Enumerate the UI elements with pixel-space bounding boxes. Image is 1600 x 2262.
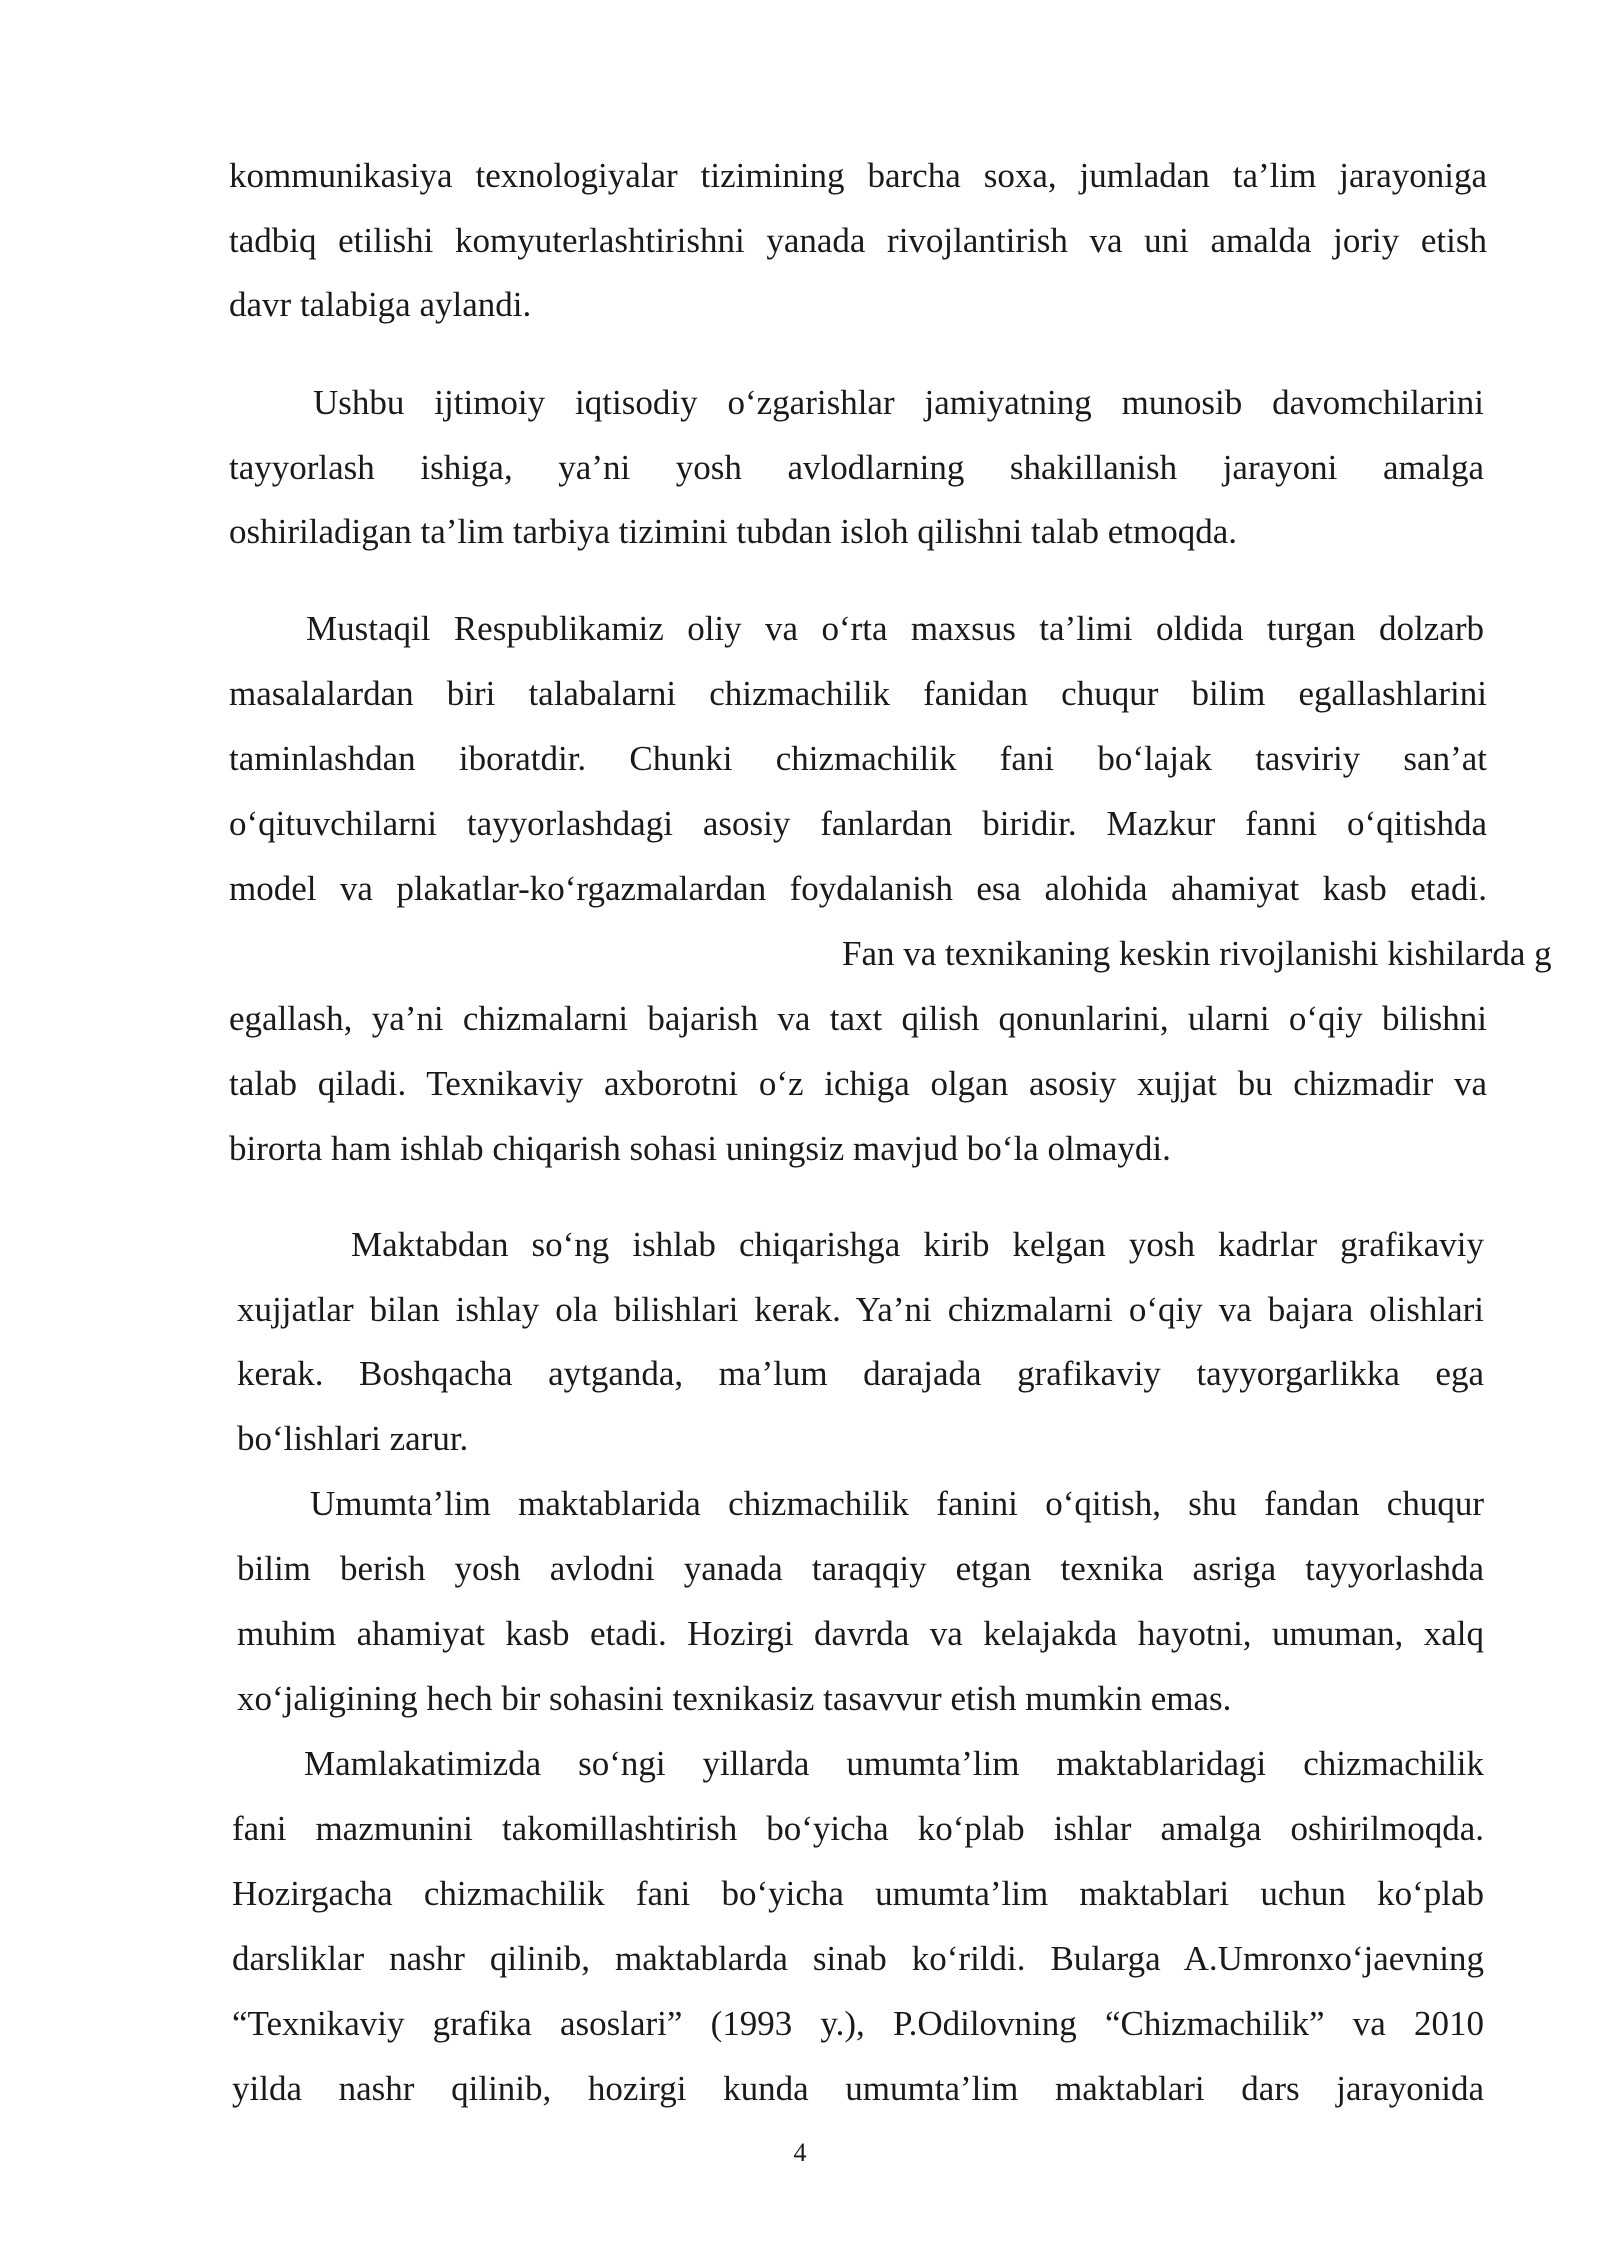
paragraph-6-line-2: fani mazmunini takomillashtirish bo‘yicha ko‘plab ishlar amalga oshirilmoqda. (232, 1809, 1484, 1848)
paragraph-6-line-6: yilda nashr qilinib, hozirgi kunda umumta’lim maktablari dars jarayonida (232, 2069, 1484, 2108)
paragraph-6-line-5: “Texnikaviy grafika asoslari” (1993 y.), P.Odilovning “Chizmachilik” va 2010 (232, 2004, 1484, 2043)
paragraph-4-line-4: bo‘lishlari zarur. (237, 1419, 469, 1458)
paragraph-4-line-3: kerak. Boshqacha aytganda, ma’lum darajada grafikaviy tayyorgarlikka ega (237, 1354, 1484, 1393)
paragraph-1-line-2: tadbiq etilishi komyuterlashtirishni yanada rivojlantirish va uni amalda joriy etish (229, 221, 1487, 260)
paragraph-3-line-2: masalalardan biri talabalarni chizmachilik fanidan chuqur bilim egallashlarini (229, 674, 1487, 713)
paragraph-4-line-2: xujjatlar bilan ishlay ola bilishlari kerak. Ya’ni chizmalarni o‘qiy va bajara olishlari (237, 1290, 1484, 1329)
page-number: 4 (793, 2138, 807, 2167)
paragraph-3-line-6: Fan va texnikaning keskin rivojlanishi kishilarda g (842, 934, 1552, 973)
paragraph-1-line-3: davr talabiga aylandi. (229, 285, 532, 324)
paragraph-3-line-5: model va plakatlar-ko‘rgazmalardan foydalanish esa alohida ahamiyat kasb etadi. (229, 869, 1487, 908)
paragraph-5-line-2: bilim berish yosh avlodni yanada taraqqiy etgan texnika asriga tayyorlashda (237, 1549, 1484, 1588)
paragraph-3-line-4: o‘qituvchilarni tayyorlashdagi asosiy fanlardan biridir. Mazkur fanni o‘qitishda (229, 804, 1487, 843)
paragraph-5-line-3: muhim ahamiyat kasb etadi. Hozirgi davrda va kelajakda hayotni, umuman, xalq (237, 1614, 1484, 1653)
paragraph-6-line-1: Mamlakatimizda so‘ngi yillarda umumta’lim maktablaridagi chizmachilik (304, 1744, 1484, 1783)
paragraph-2-line-2: tayyorlash ishiga, ya’ni yosh avlodlarning shakillanish jarayoni amalga (229, 448, 1484, 487)
paragraph-2-line-3: oshiriladigan ta’lim tarbiya tizimini tubdan isloh qilishni talab etmoqda. (229, 512, 1238, 551)
paragraph-5-line-1: Umumta’lim maktablarida chizmachilik fanini o‘qitish, shu fandan chuqur (310, 1484, 1484, 1523)
paragraph-3-line-9: birorta ham ishlab chiqarish sohasi uningsiz mavjud bo‘la olmaydi. (229, 1129, 1171, 1168)
paragraph-6-line-4: darsliklar nashr qilinib, maktablarda sinab ko‘rildi. Bularga A.Umronxo‘jaevning (232, 1939, 1484, 1978)
paragraph-3-line-8: talab qiladi. Texnikaviy axborotni o‘z ichiga olgan asosiy xujjat bu chizmadir va (229, 1064, 1487, 1103)
paragraph-1-line-1: kommunikasiya texnologiyalar tizimining barcha soxa, jumladan ta’lim jarayoniga (229, 156, 1487, 195)
paragraph-4-line-1: Maktabdan so‘ng ishlab chiqarishga kirib kelgan yosh kadrlar grafikaviy (351, 1225, 1484, 1264)
paragraph-3-line-3: taminlashdan iboratdir. Chunki chizmachilik fani bo‘lajak tasviriy san’at (229, 739, 1487, 778)
paragraph-5-line-4: xo‘jaligining hech bir sohasini texnikasiz tasavvur etish mumkin emas. (237, 1679, 1232, 1718)
paragraph-6-line-3: Hozirgacha chizmachilik fani bo‘yicha umumta’lim maktablari uchun ko‘plab (232, 1874, 1484, 1913)
paragraph-3-line-1: Mustaqil Respublikamiz oliy va o‘rta maxsus ta’limi oldida turgan dolzarb (306, 609, 1484, 648)
paragraph-2-line-1: Ushbu ijtimoiy iqtisodiy o‘zgarishlar jamiyatning munosib davomchilarini (313, 383, 1484, 422)
paragraph-3-line-7: egallash, ya’ni chizmalarni bajarish va taxt qilish qonunlarini, ularni o‘qiy bilishni (229, 999, 1487, 1038)
